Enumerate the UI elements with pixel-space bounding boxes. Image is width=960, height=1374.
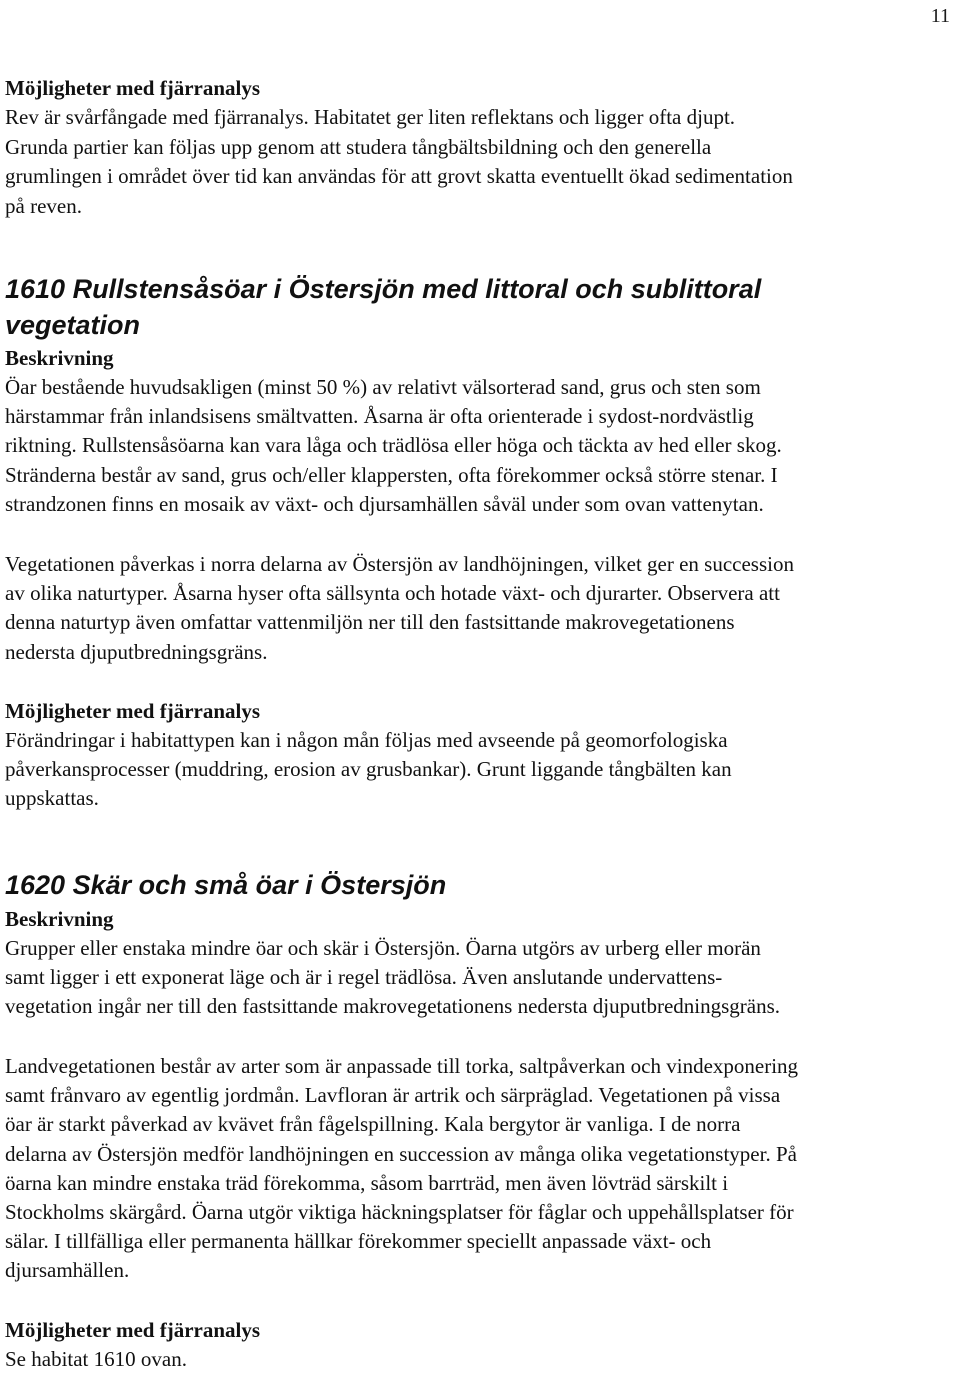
paragraph-line: sälar. I tillfälliga eller permanenta hällkar förekommer speciellt anpassade växt- och bbox=[5, 1229, 712, 1254]
description-heading: Beskrivning bbox=[5, 346, 114, 370]
section-1620 bbox=[5, 867, 960, 903]
paragraph-line: Se habitat 1610 ovan. bbox=[5, 1347, 187, 1371]
section-title: 1620 Skär och små öar i Östersjön bbox=[5, 870, 447, 900]
page-number: 11 bbox=[930, 5, 950, 27]
section-1610-description bbox=[5, 344, 960, 519]
description-heading: Beskrivning bbox=[5, 907, 114, 931]
remote-sensing-heading: Möjligheter med fjärranalys bbox=[5, 699, 261, 723]
section-1610 bbox=[5, 271, 960, 343]
section-1620-land-vegetation bbox=[5, 1052, 960, 1286]
paragraph-line: Grupper eller enstaka mindre öar och skär i Östersjön. Öarna utgörs av urberg eller morän bbox=[5, 936, 761, 960]
paragraph-line: samt ligger i ett exponerat läge och är i regel trädlösa. Även anslutande undervattens- bbox=[5, 965, 723, 990]
paragraph-line: Vegetationen påverkas i norra delarna av Östersjön av landhöjningen, vilket ger en succession bbox=[5, 552, 794, 576]
paragraph-line: nedersta djuputbredningsgräns. bbox=[5, 639, 268, 664]
paragraph-line: delarna av Östersjön medför landhöjningen en succession av många olika vegetationstyper. På bbox=[5, 1141, 797, 1166]
paragraph-line: Rev är svårfångade med fjärranalys. Habitatet ger liten reflektans och ligger ofta djupt. bbox=[5, 105, 736, 129]
section-title: vegetation bbox=[5, 310, 141, 340]
intro-section bbox=[5, 74, 960, 221]
section-1610-vegetation bbox=[5, 550, 960, 667]
paragraph-line: Landvegetationen består av arter som är anpassade till torka, saltpåverkan och vindexponering bbox=[5, 1054, 799, 1078]
document-page bbox=[5, 0, 960, 1369]
paragraph-line: uppskattas. bbox=[5, 786, 99, 811]
paragraph-line: öar är starkt påverkad av kvävet från fågelspillning. Kala bergytor är vanliga. I de norra bbox=[5, 1112, 741, 1137]
paragraph-line: på reven. bbox=[5, 193, 82, 218]
paragraph-line: strandzonen finns en mosaik av växt- och djursamhällen såväl under som ovan vattenytan. bbox=[5, 491, 764, 516]
paragraph-line: Stränderna består av sand, grus och/eller klappersten, ofta förekommer också större stenar. I bbox=[5, 462, 778, 487]
paragraph-line: grumlingen i området över tid kan användas för att grovt skatta eventuellt ökad sedimentation bbox=[5, 164, 793, 189]
paragraph-line: denna naturtyp även omfattar vattenmiljön ner till den fastsittande makrovegetationens bbox=[5, 610, 735, 635]
intro-remote-sensing-heading: Möjligheter med fjärranalys bbox=[5, 76, 261, 100]
paragraph-line: vegetation ingår ner till den fastsittande makrovegetationens nedersta djuputbredningsgräns. bbox=[5, 994, 781, 1019]
paragraph-line: av olika naturtyper. Åsarna hyser ofta sällsynta och hotade växt- och djurarter. Observera att bbox=[5, 581, 780, 606]
paragraph-line: Öar bestående huvudsakligen (minst 50 %) av relativt välsorterad sand, grus och sten som bbox=[5, 375, 761, 399]
intro-paragraph bbox=[5, 103, 960, 221]
paragraph-line: riktning. Rullstensåsöarna kan vara låga och trädlösa eller höga och täckta av hed eller skog. bbox=[5, 433, 782, 458]
paragraph-line: härstammar från inlandsisens smältvatten. Åsarna är ofta orienterade i sydost-nordvästlig bbox=[5, 404, 754, 429]
description-paragraph bbox=[5, 373, 960, 519]
paragraph-line: påverkansprocesser (muddring, erosion av grusbankar). Grunt liggande tångbälten kan bbox=[5, 757, 732, 782]
paragraph-line: Stockholms skärgård. Öarna utgör viktiga häckningsplatser för fåglar och uppehållsplatser för bbox=[5, 1200, 794, 1225]
section-1610-remote-sensing bbox=[5, 697, 960, 814]
paragraph-line: öarna kan mindre enstaka träd förekomma, såsom barrträd, men även lövträd särskilt i bbox=[5, 1170, 729, 1195]
section-title: 1610 Rullstensåsöar i Östersjön med littoral och sublittoral bbox=[5, 274, 762, 304]
paragraph-line: samt frånvaro av egentlig jordmån. Lavfloran är artrik och särpräglad. Vegetationen på vissa bbox=[5, 1083, 781, 1108]
paragraph-line: Förändringar i habitattypen kan i någon mån följas med avseende på geomorfologiska bbox=[5, 728, 728, 752]
paragraph-line: Grunda partier kan följas upp genom att studera tångbältsbildning och den generella bbox=[5, 134, 712, 159]
remote-sensing-heading: Möjligheter med fjärranalys bbox=[5, 1318, 261, 1342]
section-1620-remote-sensing bbox=[5, 1316, 960, 1374]
section-1620-description bbox=[5, 905, 960, 1022]
paragraph-line: djursamhällen. bbox=[5, 1258, 130, 1283]
